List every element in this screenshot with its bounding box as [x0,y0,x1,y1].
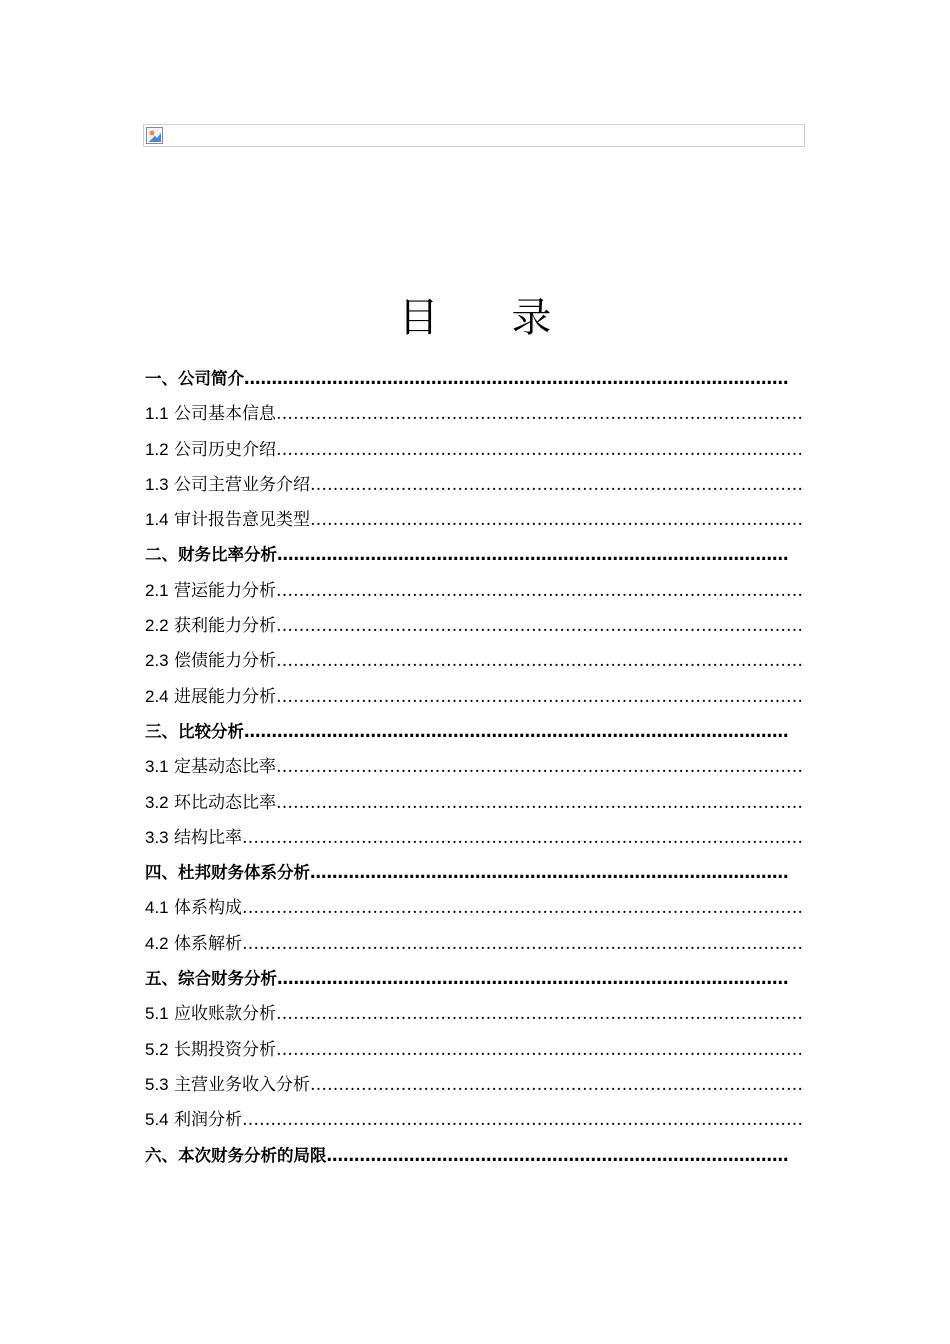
toc-dot-leader: ……………………………………………………………………………………… [242,1110,804,1131]
toc-entry-number: 1.1 [145,404,169,424]
toc-entry-text: 公司基本信息 [174,404,277,425]
toc-entry[interactable] [145,996,815,1031]
toc-entry-text: 二、财务比率分析 [145,545,277,565]
toc-dot-leader: ………………………………………………………………………………… [276,616,804,637]
toc-dot-leader: ……………………………………………………………………………………… [242,827,804,848]
toc-entry[interactable] [145,679,815,714]
toc-entry[interactable] [145,396,815,431]
toc-entry-text: 环比动态比率 [174,792,277,813]
toc-entry-text: 四、杜邦财务体系分析 [145,863,310,883]
toc-dot-leader: ………………………………………………………………………… [326,1145,789,1165]
toc-entry[interactable] [145,1138,815,1173]
toc-entry-text: 进展能力分析 [174,686,277,707]
toc-entry-text: 主营业务收入分析 [174,1074,311,1095]
toc-entry[interactable] [145,1032,815,1067]
toc-dot-leader: …………………………………………………………………………… [310,863,789,883]
toc-dot-leader: ………………………………………………………………………………… [276,1039,804,1060]
toc-entry-text: 体系解析 [174,933,243,954]
toc-entry[interactable] [145,961,815,996]
toc-dot-leader: ………………………………………………………………………………… [276,1004,804,1025]
toc-entry[interactable] [145,361,815,396]
toc-entry-text: 偿债能力分析 [174,651,277,672]
toc-entry-text: 应收账款分析 [174,1004,277,1025]
toc-entry-number: 3.1 [145,757,169,777]
toc-entry[interactable] [145,855,815,890]
toc-entry-number: 5.3 [145,1074,169,1094]
toc-entry-text: 结构比率 [174,827,243,848]
toc-entry[interactable] [145,1067,815,1102]
toc-dot-leader: ………………………………………………………………………………… [276,651,804,672]
toc-entry[interactable] [145,432,815,467]
toc-entry-number: 2.2 [145,616,169,636]
toc-entry-number: 2.3 [145,651,169,671]
toc-dot-leader: ………………………………………………………………………………… [276,686,804,707]
toc-dot-leader: ………………………………………………………………………………… [276,404,804,425]
toc-dot-leader: ………………………………………………………………………………… [276,792,804,813]
toc-entry-text: 利润分析 [174,1110,243,1131]
broken-image-icon [146,127,163,144]
toc-entry-text: 公司主营业务介绍 [174,474,311,495]
toc-dot-leader: …………………………………………………………………………… [310,474,804,495]
toc-entry[interactable] [145,467,815,502]
toc-entry[interactable] [145,749,815,784]
toc-entry[interactable] [145,1102,815,1137]
toc-dot-leader: …………………………………………………………………………… [310,510,804,531]
toc-dot-leader: ………………………………………………………………………………… [276,580,804,601]
toc-entry-number: 2.4 [145,686,169,706]
toc-dot-leader: ………………………………………………………………………………… [276,439,804,460]
toc-entry[interactable] [145,714,815,749]
toc-entry-text: 长期投资分析 [174,1039,277,1060]
toc-dot-leader: …………………………………………………………………………… [310,1074,804,1095]
toc-entry[interactable] [145,785,815,820]
toc-entry-text: 体系构成 [174,898,243,919]
toc-dot-leader: ………………………………………………………………………………… [277,545,789,565]
toc-entry-number: 4.2 [145,933,169,953]
toc-entry-text: 六、本次财务分析的局限 [145,1145,327,1165]
toc-entry[interactable] [145,573,815,608]
toc-entry-number: 5.4 [145,1110,169,1130]
toc-entry[interactable] [145,502,815,537]
toc-entry-number: 1.4 [145,510,169,530]
table-of-contents [145,361,815,1173]
toc-entry[interactable] [145,820,815,855]
toc-entry[interactable] [145,537,815,572]
toc-entry-text: 三、比较分析 [145,721,244,741]
toc-dot-leader: ……………………………………………………………………………………… [242,898,804,919]
toc-dot-leader: ………………………………………………………………………………… [277,969,789,989]
toc-dot-leader: ……………………………………………………………………………………… [244,721,789,741]
toc-dot-leader: ……………………………………………………………………………………… [242,933,804,954]
toc-entry-number: 3.3 [145,827,169,847]
toc-entry[interactable] [145,926,815,961]
toc-entry[interactable] [145,608,815,643]
toc-entry-text: 公司历史介绍 [174,439,277,460]
toc-entry-text: 一、公司简介 [145,369,244,388]
header-image-placeholder [143,124,805,147]
toc-entry-number: 5.1 [145,1004,169,1024]
toc-entry[interactable] [145,890,815,925]
toc-entry-number: 1.3 [145,474,169,494]
page-title: 目 录 [398,295,582,341]
toc-entry-number: 3.2 [145,792,169,812]
toc-entry-number: 2.1 [145,580,169,600]
toc-dot-leader: ……………………………………………………………………………………… [244,369,789,388]
toc-entry[interactable] [145,643,815,678]
toc-entry-text: 五、综合财务分析 [145,969,277,989]
toc-entry-text: 审计报告意见类型 [174,510,311,531]
toc-entry-text: 获利能力分析 [174,616,277,637]
toc-entry-number: 4.1 [145,898,169,918]
toc-dot-leader: ………………………………………………………………………………… [276,757,804,778]
toc-entry-number: 5.2 [145,1039,169,1059]
toc-entry-text: 营运能力分析 [174,580,277,601]
toc-entry-text: 定基动态比率 [174,757,277,778]
toc-entry-number: 1.2 [145,439,169,459]
